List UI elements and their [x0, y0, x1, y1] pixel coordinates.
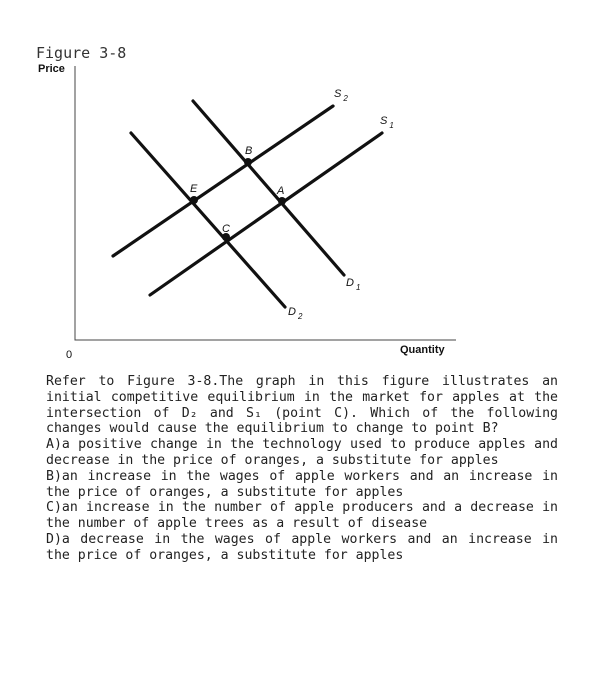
question-stem: Refer to Figure 3-8.The graph in this figure illustrates an initial competitive equilibrium in the market for apples at the intersection of D₂ and S₁ (point C). Which of the following changes would cause the equilibrium to change to point B? — [46, 374, 558, 437]
option-b: B)an increase in the wages of apple workers and an increase in the price of oranges, a substitute for apples — [46, 468, 558, 500]
x-axis-label: Quantity — [400, 344, 445, 356]
point-e — [190, 196, 198, 204]
label-point-e: E — [190, 183, 198, 195]
label-d2: D $_2$ — [288, 306, 303, 321]
label-point-a: A — [277, 185, 285, 197]
origin-label: 0 — [66, 349, 73, 361]
label-point-c: C — [222, 223, 230, 235]
option-a: A)a positive change in the technology used to produce apples and decrease in the price of oranges, a substitute for apples — [46, 437, 558, 468]
point-a — [278, 197, 286, 205]
point-b — [244, 158, 252, 166]
y-axis-label: Price — [38, 63, 65, 75]
option-c: C)an increase in the number of apple producers and a decrease in the number of apple trees as a result of disease — [46, 500, 558, 532]
axes — [75, 66, 456, 340]
option-d: D)a decrease in the wages of apple workers and an increase in the price of oranges, a substitute for apples — [46, 531, 558, 563]
figure-title: Figure 3-8 — [36, 44, 127, 62]
label-s2: S $_2$ — [334, 88, 348, 103]
demand-curve-d2 — [131, 133, 285, 307]
question-block — [46, 374, 558, 564]
supply-curve-s1 — [150, 133, 382, 295]
label-d1: D $_1$ — [346, 277, 361, 292]
label-point-b: B — [245, 145, 253, 157]
label-s1: S $_1$ — [380, 115, 394, 130]
